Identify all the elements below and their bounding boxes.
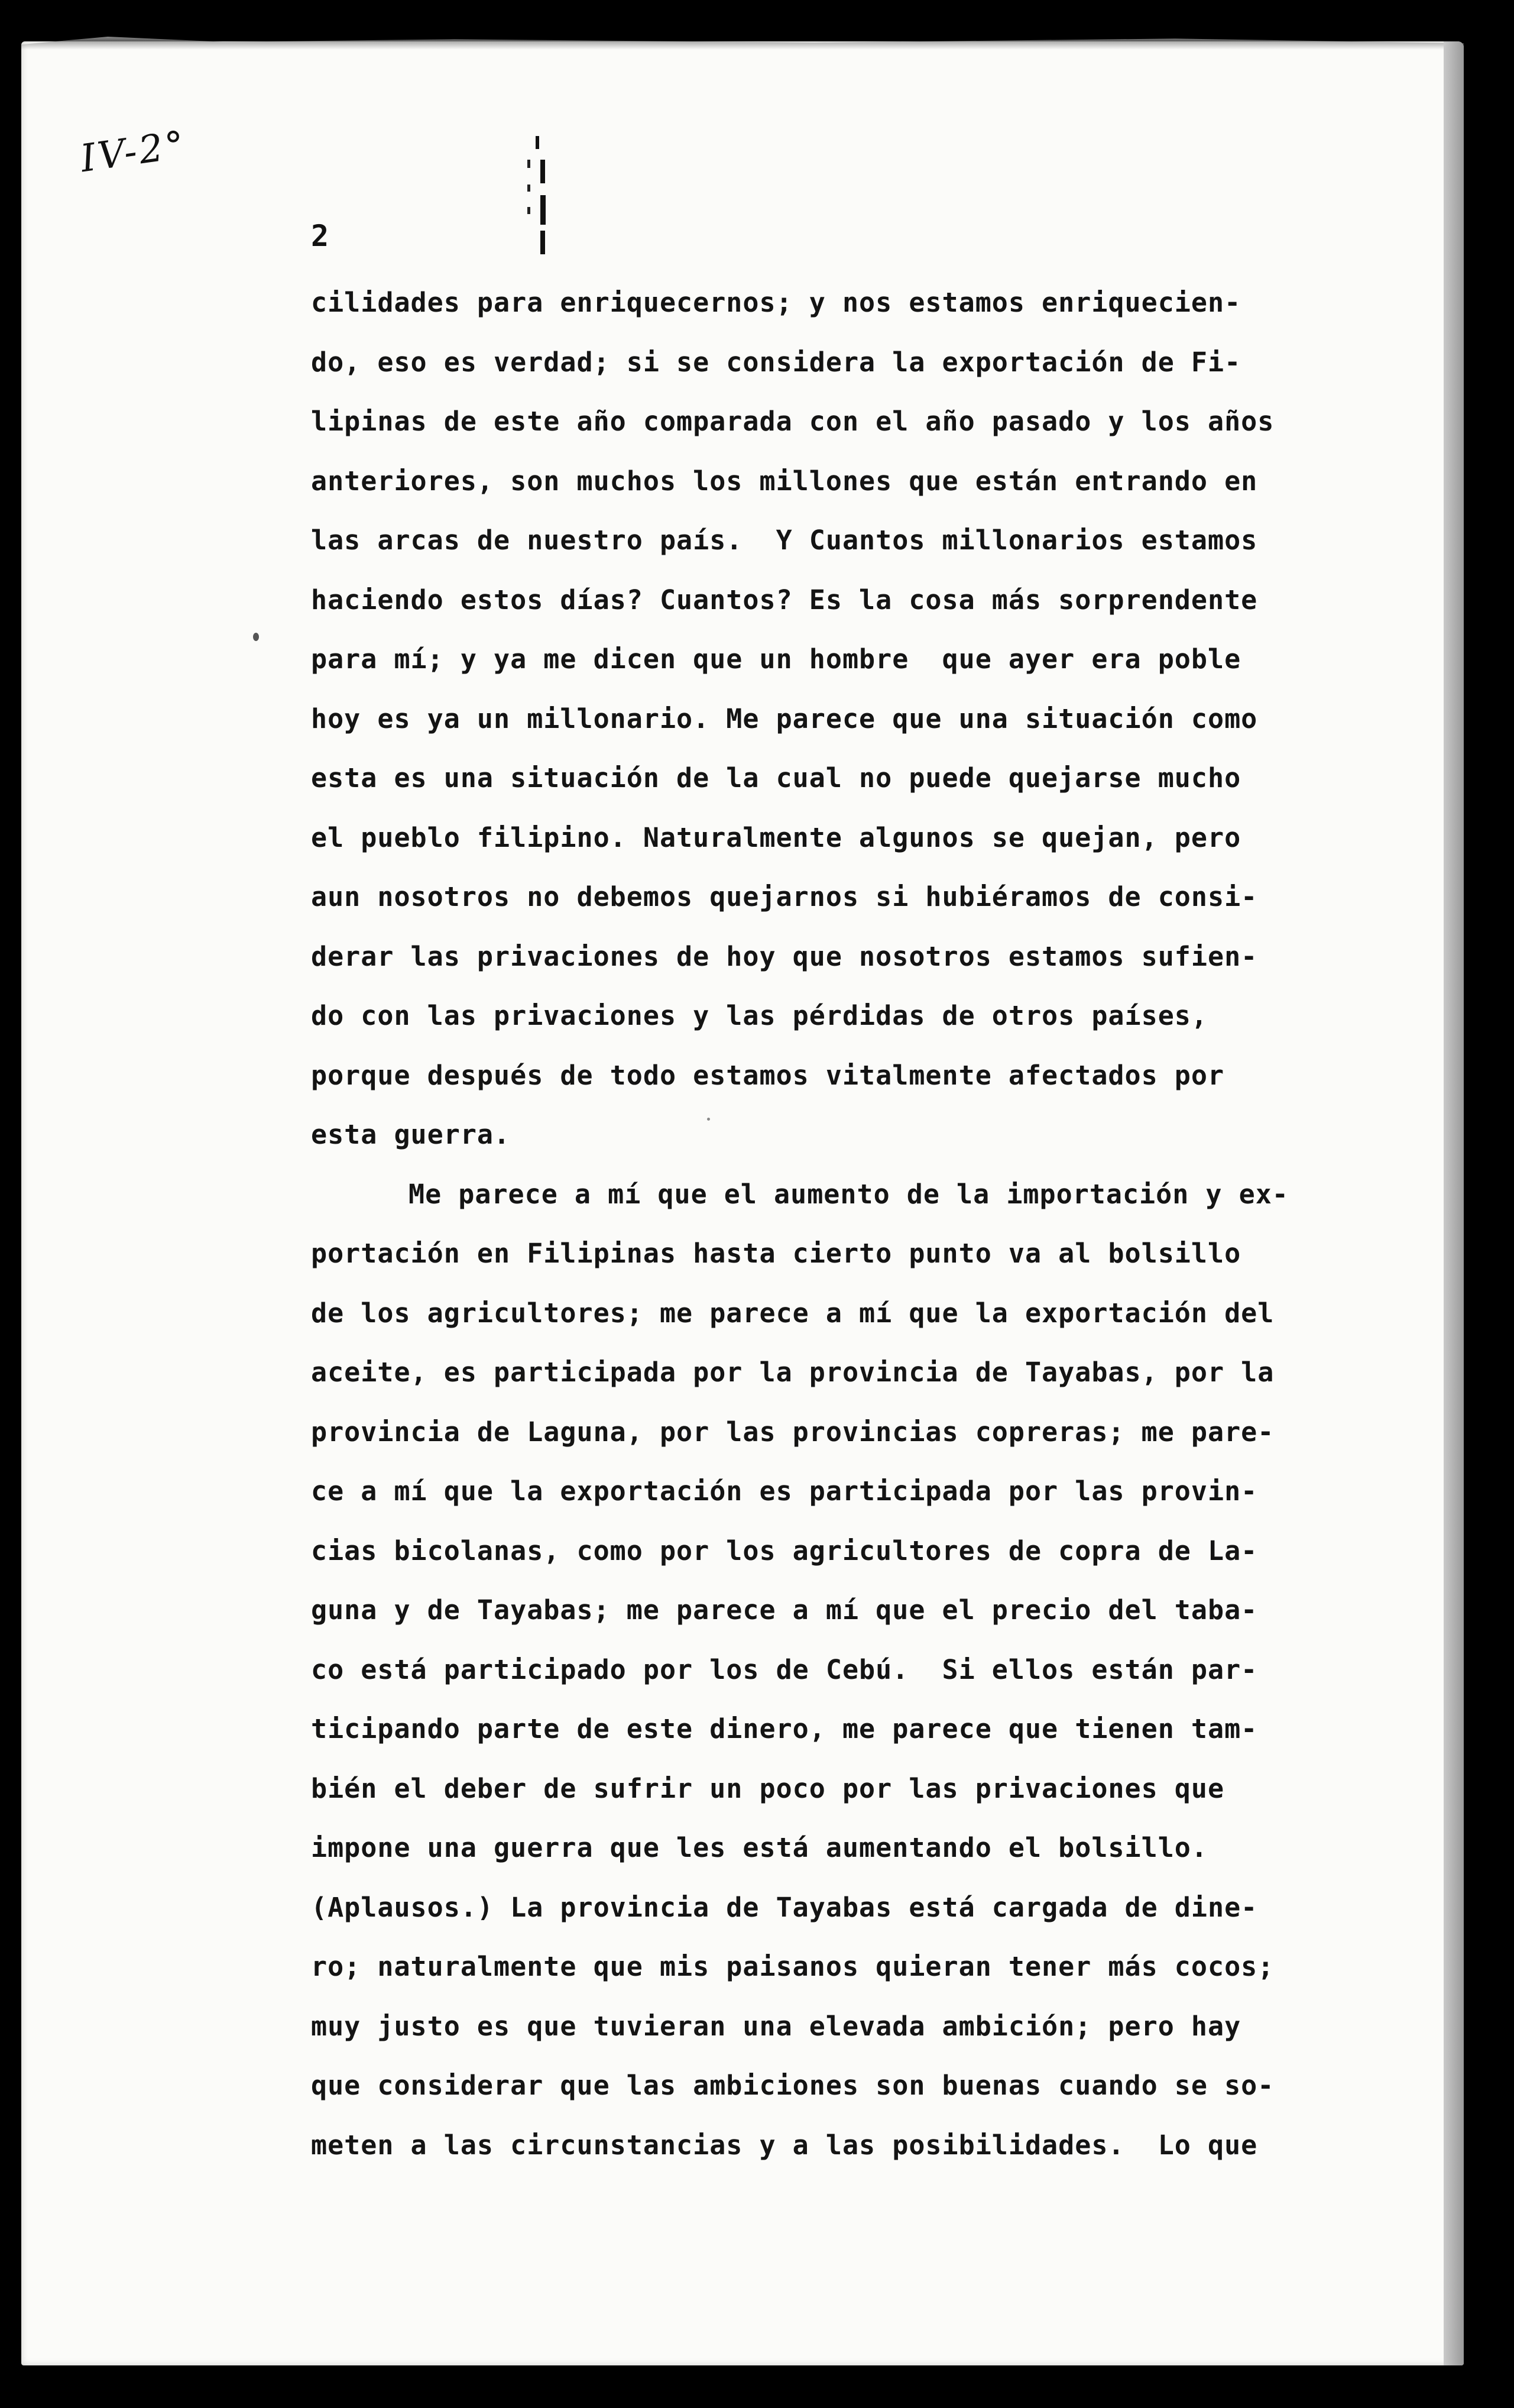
text-line: co está participado por los de Cebú. Si ellos están par- [311, 1653, 1258, 1685]
text-line: impone una guerra que les está aumentando el bolsillo. [311, 1832, 1208, 1863]
text-line: aceite, es participada por la provincia de Tayabas, por la [311, 1357, 1275, 1388]
text-line: cilidades para enriquecernos; y nos estamos enriquecien- [311, 287, 1241, 318]
page-edge-shadow [1444, 41, 1464, 2365]
text-line: que considerar que las ambiciones son buenas cuando se so- [311, 2070, 1275, 2101]
hole-punch-marks [518, 136, 565, 266]
text-line: ticipando parte de este dinero, me parece que tienen tam- [311, 1713, 1258, 1744]
text-line: aun nosotros no debemos quejarnos si hubiéramos de consi- [311, 881, 1258, 912]
paragraph-start-line: Me parece a mí que el aumento de la importación y ex- [409, 1178, 1289, 1210]
typewritten-body [311, 273, 1351, 2175]
document-page [21, 41, 1464, 2365]
text-line: de los agricultores; me parece a mí que la exportación del [311, 1297, 1275, 1329]
text-line: meten a las circunstancias y a las posibilidades. Lo que [311, 2129, 1258, 2161]
text-line: esta guerra. [311, 1119, 511, 1150]
text-line: lipinas de este año comparada con el año pasado y los años [311, 406, 1275, 437]
text-line: muy justo es que tuvieran una elevada ambición; pero hay [311, 2010, 1241, 2042]
text-line: bién el deber de sufrir un poco por las privaciones que [311, 1772, 1225, 1804]
text-line: ce a mí que la exportación es participada por las provin- [311, 1475, 1258, 1507]
text-line: derar las privaciones de hoy que nosotros estamos sufien- [311, 940, 1258, 972]
text-line: do, eso es verdad; si se considera la exportación de Fi- [311, 346, 1241, 378]
page-number: 2 [311, 219, 329, 253]
text-line: (Aplausos.) La provincia de Tayabas está cargada de dine- [311, 1891, 1258, 1923]
text-line: el pueblo filipino. Naturalmente algunos se quejan, pero [311, 821, 1241, 853]
text-line: haciendo estos días? Cuantos? Es la cosa más sorprendente [311, 584, 1258, 616]
scan-speck [707, 1118, 710, 1121]
text-line: do con las privaciones y las pérdidas de otros países, [311, 1000, 1208, 1031]
text-line: ro; naturalmente que mis paisanos quieran tener más cocos; [311, 1951, 1275, 1982]
text-line: provincia de Laguna, por las provincias copreras; me pare- [311, 1416, 1275, 1448]
text-line: guna y de Tayabas; me parece a mí que el precio del taba- [311, 1594, 1258, 1626]
text-line: porque después de todo estamos vitalmente afectados por [311, 1059, 1225, 1091]
handwritten-archive-mark: IV-2° [77, 122, 190, 182]
scan-speck [253, 633, 259, 641]
text-line: esta es una situación de la cual no puede quejarse mucho [311, 762, 1241, 794]
text-line: portación en Filipinas hasta cierto punto va al bolsillo [311, 1238, 1241, 1269]
text-line: cias bicolanas, como por los agricultores de copra de La- [311, 1535, 1258, 1567]
text-line: para mí; y ya me dicen que un hombre que ayer era poble [311, 643, 1241, 675]
text-line: las arcas de nuestro país. Y Cuantos millonarios estamos [311, 525, 1258, 556]
torn-top-edge [21, 37, 1464, 50]
text-line: anteriores, son muchos los millones que están entrando en [311, 465, 1258, 497]
text-line: hoy es ya un millonario. Me parece que una situación como [311, 703, 1258, 734]
